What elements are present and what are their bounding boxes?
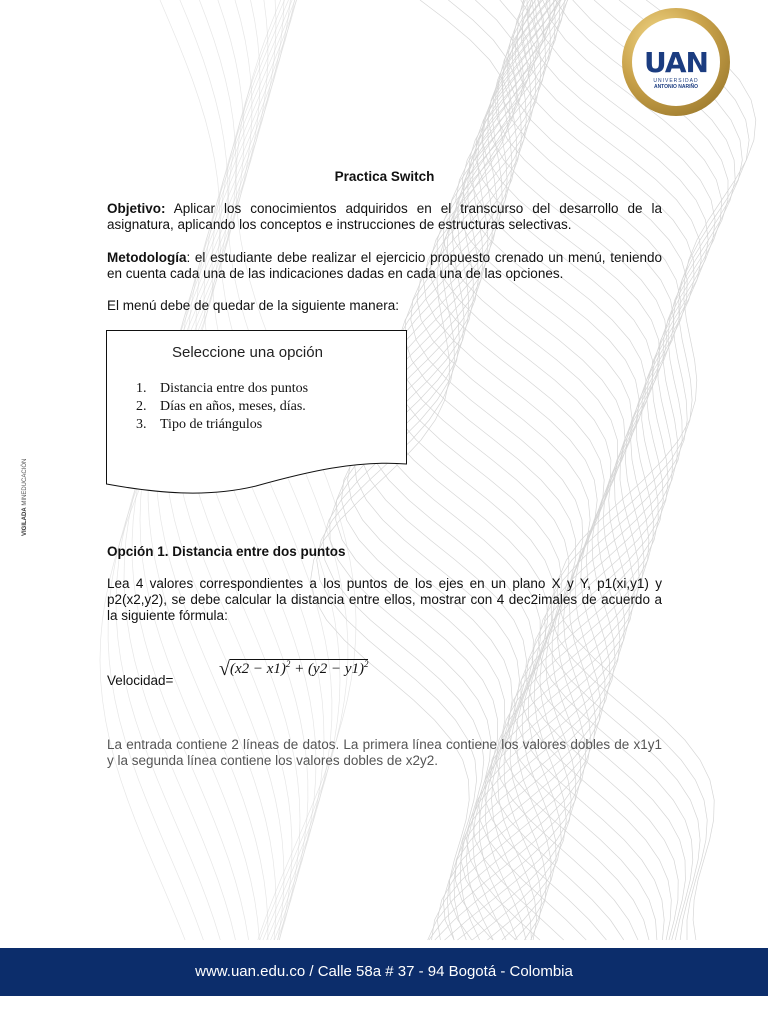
menu-option-1: 1. Distancia entre dos puntos [136,381,309,396]
menu-intro: El menú debe de quedar de la siguiente manera: [107,298,399,313]
input-description: La entrada contiene 2 líneas de datos. La primera línea contiene los valores dobles de x1y1 y la segunda línea contiene los valores dobles de x2y2. [107,737,662,768]
metodologia-label: Metodología [107,250,187,265]
menu-title: Seleccione una opción [172,344,323,361]
footer-bar [0,948,768,996]
metodologia-text: : el estudiante debe realizar el ejercicio propuesto crenado un menú, teniendo en cuenta cada una de las indicaciones dadas en cada una de las opciones. [107,250,662,281]
objetivo-label: Objetivo: [107,201,166,216]
logo-university-name: ANTONIO NARIÑO [653,84,699,90]
mineducacion-label: MINEDUCACIÓN [22,458,28,506]
watermark-line [538,0,735,940]
watermark-line [496,0,687,940]
sqrt-symbol: √ [219,658,230,680]
watermark-line [437,0,617,940]
page-title: Practica Switch [334,169,435,184]
formula-label: Velocidad= [107,673,174,688]
watermark-line [428,0,605,940]
objetivo-text: Aplicar los conocimientos adquiridos en el transcurso del desarrollo de la asignatura, aplicando los conceptos e instrucciones de estructuras selectivas. [107,201,662,232]
watermark-line [545,0,743,940]
watermark-line [532,0,728,940]
menu-option-2: 2. Días en años, meses, días. [136,399,306,414]
objetivo-paragraph [107,201,662,233]
menu-option-3: 3. Tipo de triángulos [136,417,263,432]
watermark-line [515,0,709,940]
logo-name: UAN [644,46,708,79]
metodologia-paragraph [107,250,662,282]
option1-description: Lea 4 valores correspondientes a los puntos de los ejes en un plano X y Y, p1(xi,y1) y p2(x2,y2), se debe calcular la distancia entre ellos, mostrar con 4 dec2imales de acuerdo a la siguiente fórmula: [107,576,662,623]
menu-example-box [106,330,407,495]
university-logo [622,8,730,116]
watermark-line [443,0,625,940]
vigilada-label: VIGILADA [22,507,28,536]
watermark-line [467,0,653,940]
option1-heading: Opción 1. Distancia entre dos puntos [107,544,346,559]
logo-subtitle: UNIVERSIDAD [653,78,699,84]
watermark-line [399,0,569,940]
watermark-line [521,0,715,940]
vigilada-side-label [20,442,30,538]
menu-options-list [136,380,308,434]
watermark-line [557,0,756,940]
watermark-line [551,0,749,940]
watermark-line [417,0,590,940]
footer-address: www.uan.edu.co / Calle 58a # 37 - 94 Bogotá - Colombia [195,963,573,980]
distance-formula: $√(x2 - x1)^2 + (y2 - y1)^2$ [219,658,369,680]
